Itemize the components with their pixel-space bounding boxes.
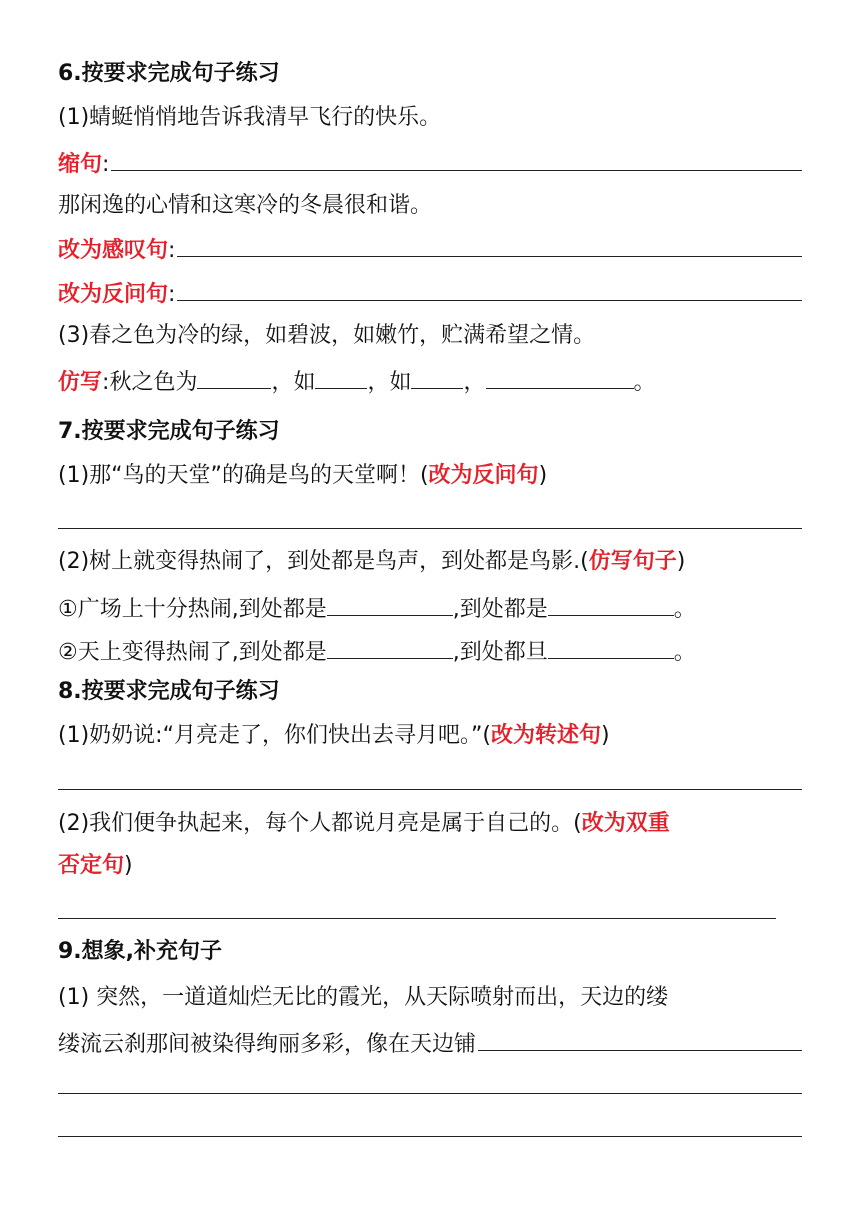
q7-sentence-2 [58,540,802,584]
q8-s1-text: (1)奶奶说:“月亮走了，你们快出去寻月吧。”( [58,723,491,748]
q6-sentence-2: 那闲逸的心情和这寒冷的冬晨很和谐。 [58,193,433,218]
q6-imitate-text-3: ，如 [367,370,412,395]
q9-answer-line-2[interactable] [58,1136,802,1137]
q8-s2-close: ) [124,853,133,878]
q7-r2-blank-2[interactable] [548,628,674,659]
q8-sentence-2-cont [58,844,802,888]
q7-s1-text: (1)那“鸟的天堂”的确是鸟的天堂啊！( [58,463,429,488]
q6-exclamation-row [58,226,802,270]
q6-imitate-text-4: ， [463,370,486,395]
q7-sentence-1 [58,454,802,498]
q6-sentence-1: (1)蜻蜓悄悄地告诉我清早飞行的快乐。 [58,105,442,130]
q8-s2-text: (2)我们便争执起来，每个人都说月亮是属于自己的。( [58,811,582,836]
q7-s1-answer-line[interactable] [58,528,802,529]
q8-s1-task: 改为转述句 [490,723,601,748]
q7-s2-task: 仿写句子 [588,549,677,574]
colon: : [168,238,176,263]
q9-title: 9.想象,补充句子 [58,939,223,964]
q6-condense-row [58,140,802,184]
q8-sentence-1 [58,714,802,758]
q8-s2-answer-line[interactable] [58,918,776,919]
q7-r1-blank-2[interactable] [548,585,674,616]
q7-r1-text-c: 。 [673,597,696,622]
q7-row-1 [58,585,802,629]
q7-s1-task: 改为反问句 [428,463,539,488]
q9-answer-line-1[interactable] [58,1093,802,1094]
q7-s1-close: ) [538,463,548,488]
q7-r2-text-b: ,到处都旦 [452,640,548,665]
q6-imitate-blank-3[interactable] [411,358,463,389]
q9-s1-text: 缕流云刹那间被染得绚丽多彩，像在天边铺 [58,1032,477,1057]
q6-exclamation-answer-line[interactable] [177,226,802,257]
q7-r2-blank-1[interactable] [327,628,453,659]
q6-rhetorical-row [58,270,802,314]
q8-s2-task-a: 改为双重 [581,811,670,836]
q9-s1-line-1: (1) 突然，一道道灿烂无比的霞光，从天际喷射而出，天边的缕 [58,985,669,1010]
q6-condense-answer-line[interactable] [111,140,802,171]
q6-imitate-row [58,358,802,402]
q6-sentence-3: (3)春之色为冷的绿，如碧波，如嫩竹，贮满希望之情。 [58,323,596,348]
q6-rhetorical-answer-line[interactable] [177,270,802,301]
q7-r1-text-b: ,到处都是 [452,597,548,622]
colon: : [102,370,110,395]
q7-row-2 [58,628,802,672]
q6-imitate-label: 仿写 [58,370,103,395]
colon: : [168,282,176,307]
q7-r1-blank-1[interactable] [327,585,453,616]
q6-imitate-blank-1[interactable] [197,358,271,389]
q9-s1-answer-blank[interactable] [478,1020,802,1051]
q7-r2-text-a: ②天上变得热闹了,到处都是 [58,640,327,665]
q6-imitate-blank-2[interactable] [315,358,367,389]
q6-imitate-text-1: 秋之色为 [109,370,198,395]
q7-title: 7.按要求完成句子练习 [58,419,280,444]
q8-s2-task-b: 否定句 [58,853,125,878]
q7-s2-close: ) [676,549,686,574]
q9-s1-line-2 [58,1020,802,1064]
q6-title: 6.按要求完成句子练习 [58,61,280,86]
q8-s1-answer-line[interactable] [58,789,802,790]
q6-imitate-text-5: 。 [633,370,656,395]
q8-sentence-2 [58,802,802,846]
q7-r2-text-c: 。 [673,640,696,665]
q6-imitate-blank-4[interactable] [486,358,634,389]
colon: : [102,152,110,177]
q8-s1-close: ) [600,723,610,748]
q8-title: 8.按要求完成句子练习 [58,679,280,704]
q6-rhetorical-label: 改为反问句 [58,282,169,307]
q7-s2-text: (2)树上就变得热闹了，到处都是鸟声，到处都是鸟影.( [58,549,589,574]
q7-r1-text-a: ①广场上十分热闹,到处都是 [58,597,327,622]
q6-imitate-text-2: ，如 [271,370,316,395]
q6-condense-label: 缩句 [58,152,103,177]
q6-exclamation-label: 改为感叹句 [58,238,169,263]
